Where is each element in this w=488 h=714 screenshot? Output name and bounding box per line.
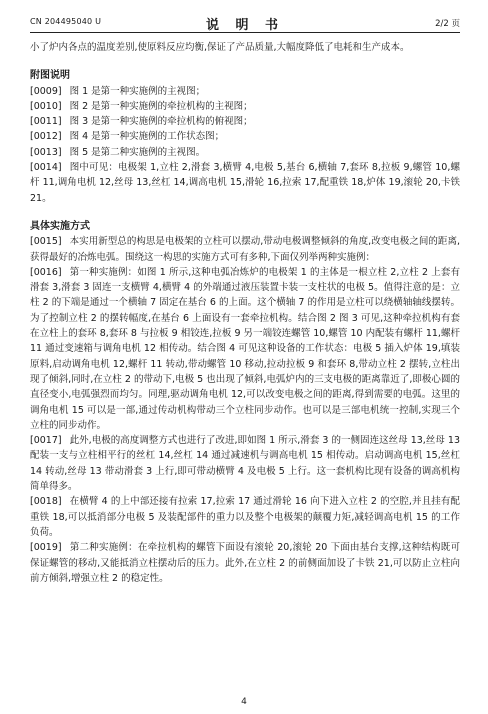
- embodiment-paragraph: [30, 433, 460, 494]
- embodiment-paragraph: [30, 540, 460, 586]
- paragraph-number: [0013]: [30, 146, 62, 158]
- figure-item-text: 图 2 是第一种实施例的牵拉机构的主视图；: [69, 100, 253, 112]
- figure-item: [30, 99, 460, 114]
- figure-item-text: 图 3 是第一种实施例的牵拉机构的俯视图；: [69, 116, 253, 128]
- intro-paragraph: 小了炉内各点的温度差别,使原料反应均衡,保证了产品质量,大幅度降低了电耗和生产成本。: [30, 42, 410, 53]
- page-number: 4: [241, 697, 247, 707]
- figures-section-title: 附图说明: [30, 70, 70, 82]
- embodiment-paragraph: [30, 494, 460, 540]
- figure-item-text: 图 4 是第一种实施例的工作状态图；: [69, 131, 225, 143]
- document-title: 说 明 书: [205, 18, 285, 33]
- paragraph-text: 第一种实施例：如图 1 所示,这种电弧冶炼炉的电极架 1 的主体是一根立柱 2,立柱 2 上套有滑套 3,滑套 3 固连一支横臂 4,横臂 4 的外端通过液压装置卡装一支柱状的电极 5。值得注意的是：立柱 2 的下端是通过一个横轴 7 固定在基台 6 的上面。这个横轴 7 的作用是立柱可以绕横轴轴线摆转。为了控制立柱 2 的摆转幅度,在基台 6 上面设有一套牵拉机构。结合图 2 图 3 可见,这种牵拉机构有套在立柱上的套环 8,套环 8 与拉板 9 相铰连,拉板 9 另一端铰连螺管 10,螺管 10 内配装有螺杆 11,螺杆 11 通过变速箱与调角电机 12 相传动。结合图 4 可见这种设备的工作状态：电极 5 插入炉体 19,填装原料,启动调角电机 12,螺杆 11 转动,带动螺管 10 移动,拉动拉板 9 和套环 8,带动立柱 2 摆转,立柱出现了倾斜,同时,在立柱 2 的带动下,电极 5 也出现了倾斜,电弧炉内的三支电极的距离靠近了,即极心圆的直径变小,电弧强烈而均匀。同理,驱动调角电机 12,可以改变电极之间的距离,得到需要的电弧。这里的调角电机 15 可以是一部,通过传动机构带动三个立柱同步动作。也可以是三部电机统一控制,实现三个立柱的同步动作。: [30, 266, 460, 431]
- paragraph-number: [0014]: [30, 162, 62, 174]
- paragraph-number: [0015]: [30, 236, 62, 248]
- paragraph-number: [0010]: [30, 100, 62, 112]
- paragraph-number: [0016]: [30, 266, 62, 278]
- figure-item-text: 图 1 是第一种实施例的主视图；: [69, 85, 206, 97]
- paragraph-text: 此外,电极的高度调整方式也进行了改进,即如图 1 所示,滑套 3 的一侧固连这丝母 13,丝母 13 配装一支与立柱相平行的丝杠 14,丝杠 14 通过减速机与调高电机 15 相传动。启动调高电机 15,丝杠 14 转动,丝母 13 带动滑套 3 上行,即可带动横臂 4 及电极 5 上行。这一套机构比现有设备的调高机构简单得多。: [30, 435, 460, 493]
- figure-item-text: 图 5 是第二种实施例的主视图。: [69, 146, 206, 158]
- paragraph-text: 本实用新型总的构思是电极架的立柱可以摆动,带动电极调整倾斜的角度,改变电极之间的距离,获得最好的冶炼电弧。围绕这一构思的实施方式可有多种,下面仅列举两种实施例：: [30, 236, 460, 263]
- paragraph-number: [0011]: [30, 116, 62, 128]
- paragraph-text: 第二种实施例：在牵拉机构的螺管下面设有滚轮 20,滚轮 20 下面由基台支撑,这种结构既可保证螺管的移动,又能抵消立柱摆动后的压力。此外,在立柱 2 的前侧面加设了卡铁 21,可以防止立柱向前方倾斜,增强立柱 2 的稳定性。: [30, 542, 460, 584]
- paragraph-number: [0009]: [30, 85, 62, 97]
- publication-number: CN 204495040 U: [30, 17, 102, 26]
- legend-text: 图中可见：电极架 1,立柱 2,滑套 3,横臂 4,电极 5,基台 6,横轴 7,套环 8,拉板 9,螺管 10,螺杆 11,调角电机 12,丝母 13,丝杠 14,调高电机 15,滑轮 16,拉索 17,配重铁 18,炉体 19,滚轮 20,卡铁 21。: [30, 162, 460, 204]
- paragraph-number: [0012]: [30, 131, 62, 143]
- embodiment-paragraph: [30, 234, 460, 265]
- embodiment-paragraph: [30, 265, 460, 433]
- embodiment-section-title: 具体实施方式: [30, 220, 90, 232]
- figure-item: [30, 145, 460, 160]
- page-footer: [0, 697, 488, 707]
- legend-paragraph: [30, 160, 460, 206]
- paragraph-number: [0017]: [30, 435, 62, 447]
- figure-item: [30, 114, 460, 129]
- document-body: [30, 40, 460, 586]
- page-label: 2/2 页: [435, 19, 460, 29]
- paragraph-number: [0018]: [30, 496, 62, 508]
- figure-item: [30, 84, 460, 99]
- figure-item: [30, 129, 460, 144]
- paragraph-number: [0019]: [30, 542, 62, 554]
- page-header: [30, 14, 460, 33]
- paragraph-text: 在横臂 4 的上中部还接有拉索 17,拉索 17 通过滑轮 16 向下进入立柱 2 的空腔,并且挂有配重铁 18,可以抵消部分电极 5 及装配部件的重力以及整个电极架的颠覆力矩,减轻调高电机 15 的工作负荷。: [30, 496, 460, 538]
